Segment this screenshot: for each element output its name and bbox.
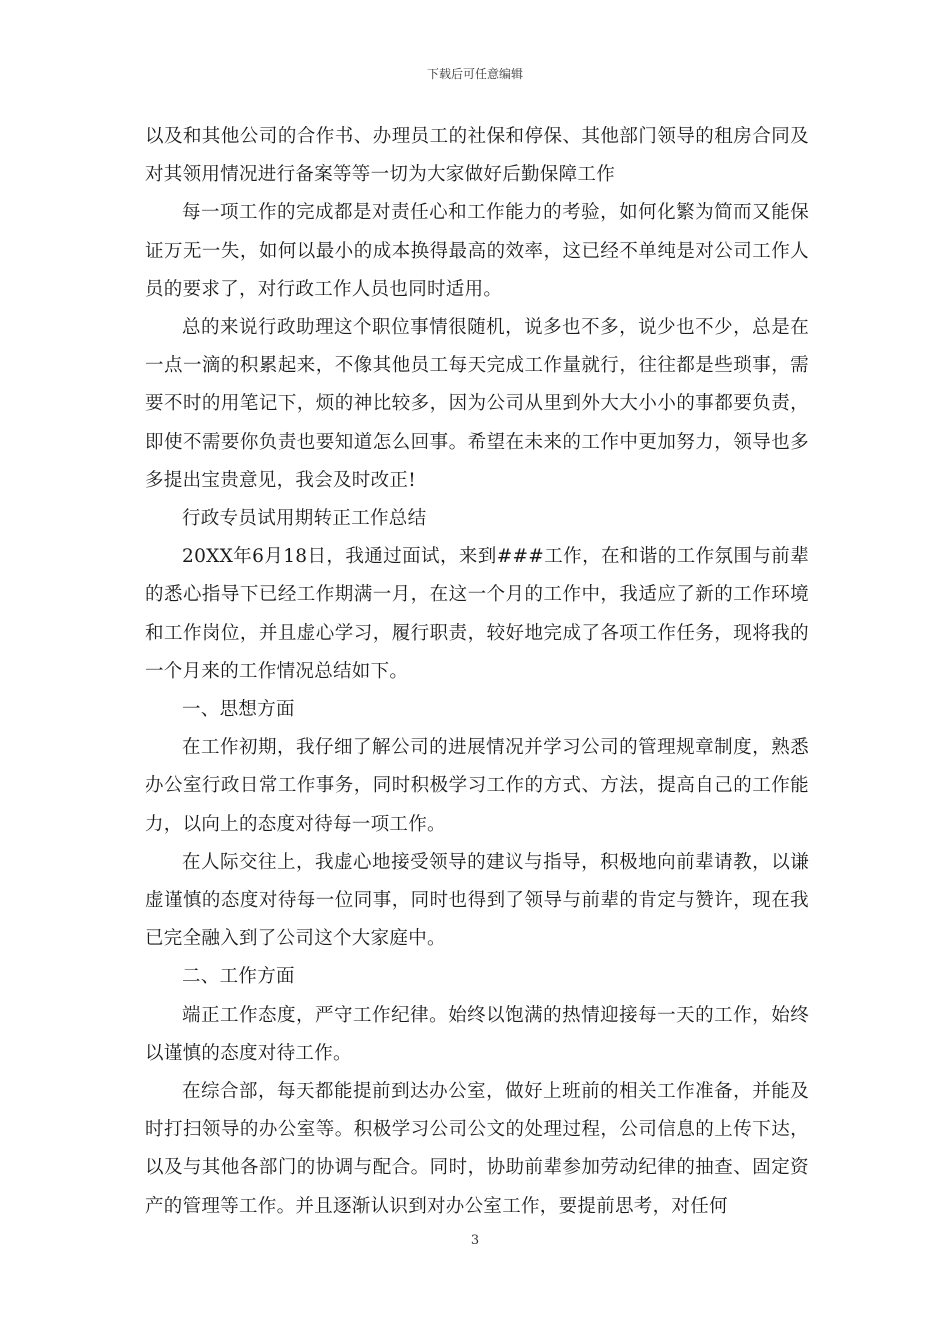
paragraph-thought-2: 在人际交往上，我虚心地接受领导的建议与指导，积极地向前辈请教，以谦虚谨慎的态度对待每一位同事，同时也得到了领导与前辈的肯定与赞许，现在我已完全融入到了公司这个大家庭中。 (145, 851, 809, 950)
heading-work: 二、工作方面 (182, 966, 295, 988)
paragraph-thought-1: 在工作初期，我仔细了解公司的进展情况并学习公司的管理规章制度，熟悉办公室行政日常工作事务，同时积极学习工作的方式、方法，提高自己的工作能力，以向上的态度对待每一项工作。 (145, 737, 809, 835)
page-header: 下载后可任意编辑 (426, 67, 523, 81)
paragraph-2: 每一项工作的完成都是对责任心和工作能力的考验，如何化繁为简而又能保证万无一失，如何以最小的成本换得最高的效率，这已经不单纯是对公司工作人员的要求了，对行政工作人员也同时适用。 (145, 202, 809, 300)
paragraph-3: 总的来说行政助理这个职位事情很随机，说多也不多，说少也不少，总是在一点一滴的积累起来，不像其他员工每天完成工作量就行，往往都是些琐事，需要不时的用笔记下，烦的神比较多，因为公司从里到外大大小小的事都要负责，即使不需要你负责也要知道怎么回事。希望在未来的工作中更加努力，领导也多多提出宝贵意见，我会及时改正! (145, 317, 809, 491)
page-number: 3 (470, 1233, 480, 1248)
paragraph-work-2: 在综合部，每天都能提前到达办公室，做好上班前的相关工作准备，并能及时打扫领导的办公室等。积极学习公司公文的处理过程，公司信息的上传下达，以及与其他各部门的协调与配合。同时，协助前辈参加劳动纪律的抽查、固定资产的管理等工作。并且逐渐认识到对办公室工作，要提前思考，对任何 (145, 1081, 809, 1217)
document-body (145, 118, 809, 1226)
section-title: 行政专员试用期转正工作总结 (182, 508, 427, 530)
paragraph-1: 以及和其他公司的合作书、办理员工的社保和停保、其他部门领导的租房合同及对其领用情况进行备案等等一切为大家做好后勤保障工作 (145, 126, 809, 186)
paragraph-work-1: 端正工作态度，严守工作纪律。始终以饱满的热情迎接每一天的工作，始终以谨慎的态度对待工作。 (145, 1004, 809, 1064)
paragraph-intro: 20XX年6月18日，我通过面试，来到###工作，在和谐的工作氛围与前辈的悉心指导下已经工作期满一月，在这一个月的工作中，我适应了新的工作环境和工作岗位，并且虚心学习，履行职责，较好地完成了各项工作任务，现将我的一个月来的工作情况总结如下。 (145, 546, 809, 682)
heading-thought: 一、思想方面 (182, 699, 295, 721)
